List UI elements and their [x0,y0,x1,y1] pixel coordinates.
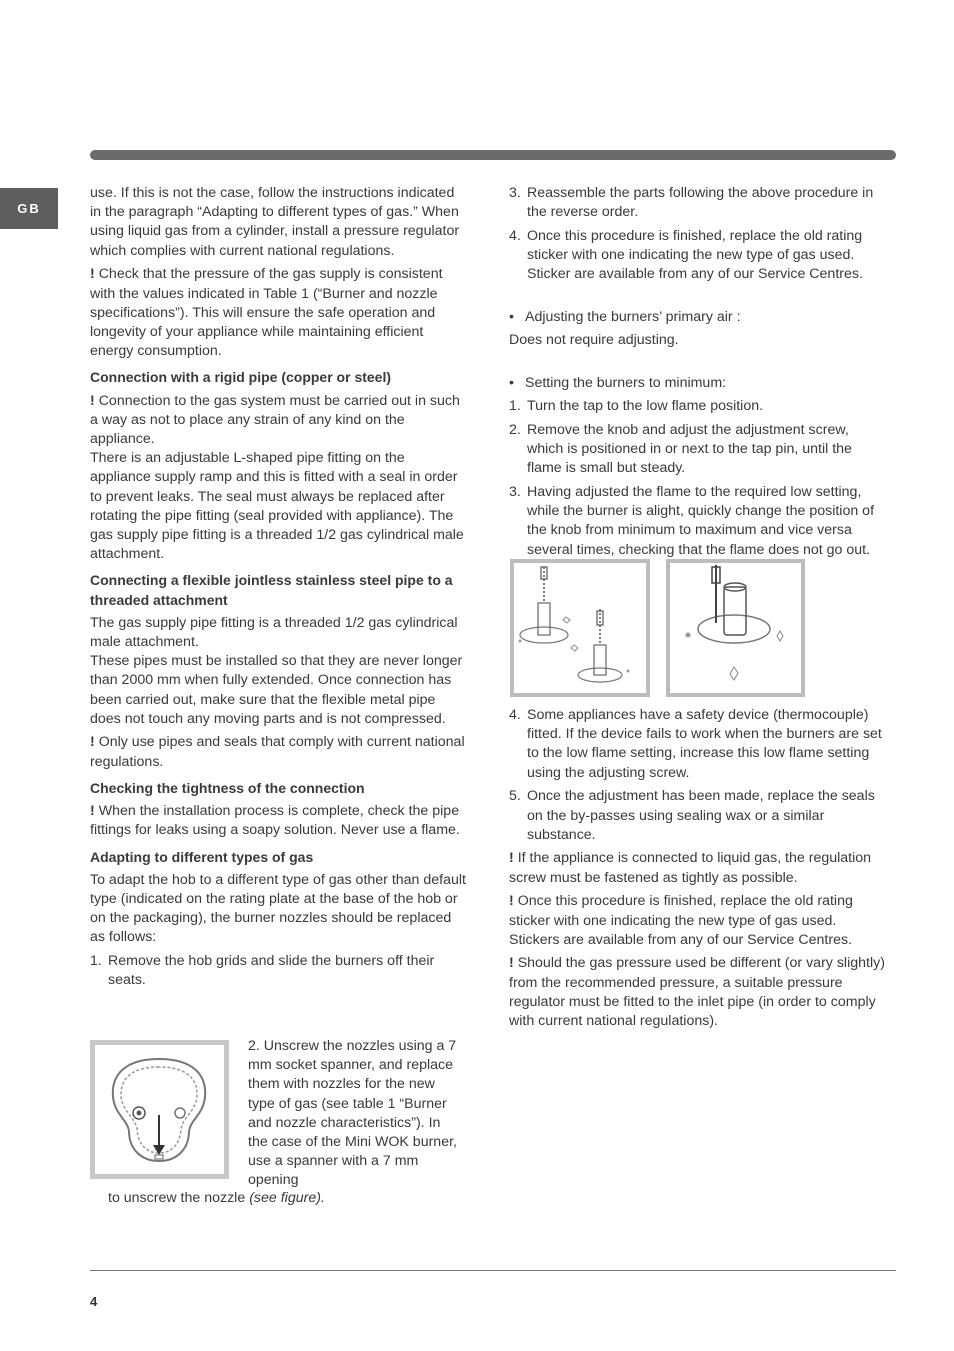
list-number: 1. [90,953,102,970]
paragraph-text: When the installation process is complete, check the pipe fittings for leaks using a soapy solution. Never use a flame. [90,803,460,839]
list-item [509,483,887,560]
screwdriver-burner-icon [514,563,646,693]
paragraph-text: Once this procedure is finished, replace the old rating sticker with one indicating the new type of gas used. Stickers are available from any of our Service Centres. [509,893,853,948]
list-text: Once this procedure is finished, replace the old rating sticker with one indicating the new type of gas used. Sticker are available from any of our Service Centres. [527,227,863,283]
warning-paragraph [509,954,887,1031]
section-heading: Checking the tightness of the connection [90,779,365,796]
paragraph: There is an adjustable L-shaped pipe fitting on the appliance supply ramp and this is fitted with a seal in order to prevent leaks. The seal must always be replaced after rotating the pipe fitting (seal provided with appliance). The gas supply pipe fitting is a threaded 1/2 gas cylindrical male attachment. [90,450,464,563]
list-item [509,421,887,479]
bullet-text: Setting the burners to minimum: [525,374,727,391]
paragraph-text: Only use pipes and seals that comply with current national regulations. [90,734,465,770]
list-item [509,787,887,845]
section-heading: Connecting a flexible jointless stainless steel pipe to a threaded attachment [90,572,453,608]
list-text: Turn the tap to the low flame position. [527,398,764,415]
figure-reference: (see figure). [249,1190,325,1206]
list-text: Remove the knob and adjust the adjustment screw, which is positioned in or next to the tap pin, until the flame is small but steady. [527,421,852,477]
warning-paragraph [90,265,466,361]
warning-paragraph [90,802,466,840]
list-item [509,227,887,285]
warning-paragraph [90,392,466,450]
list-number: 4. [509,707,521,723]
warning-mark: ! [509,850,514,867]
list-item [509,184,887,222]
paragraph-text: Connection to the gas system must be carried out in such a way as not to place any strain of any kind on the appliance. [90,392,460,447]
section-heading: Connection with a rigid pipe (copper or steel) [90,369,392,386]
right-column [509,184,887,564]
language-tab: GB [0,188,58,229]
warning-paragraph [509,849,887,887]
list-item [90,952,466,990]
burner-closeup-figure [666,559,805,697]
list-text: Reassemble the parts following the above procedure in the reverse order. [527,185,874,221]
burner-screw-figure [510,559,650,697]
bullet-item [509,374,887,393]
list-number: 2. [509,421,521,438]
warning-mark: ! [90,266,95,283]
left-column [90,184,466,995]
list-text: Once the adjustment has been made, replace the seals on the by-passes using sealing wax or a similar substance. [527,788,875,843]
wok-burner-figure [90,1040,229,1179]
warning-mark: ! [90,803,95,820]
step-2-tail-text: to unscrew the nozzle [108,1190,246,1206]
warning-mark: ! [509,955,514,972]
list-number: 3. [509,483,521,500]
paragraph-text: Check that the pressure of the gas supply is consistent with the values indicated in Table 1 (“Burner and nozzle specifications”). This will ensure the safe operation and longevity of your appliance while maintaining efficient energy consumption. [90,266,443,360]
list-text: Having adjusted the flame to the required low setting, while the burner is alight, quickly change the position of the knob from minimum to maximum and vice versa several times, checking that the flame does not go out. [527,483,875,558]
warning-mark: ! [509,893,514,910]
list-text: Some appliances have a safety device (thermocouple) fitted. If the device fails to work when the burners are set to the low flame setting, increase this low flame setting using the adjusting screw. [527,707,882,781]
warning-mark: ! [90,392,95,409]
paragraph-text: Should the gas pressure used be different (or vary slightly) from the recommended pressure, a suitable pressure regulator must be fitted to the inlet pipe (in order to comply with current national regulations). [509,955,885,1030]
paragraph: The gas supply pipe fitting is a threaded 1/2 gas cylindrical male attachment. [90,614,458,650]
bullet-mark: • [509,374,514,391]
section-heading: Adapting to different types of gas [90,848,314,865]
wok-burner-icon [95,1045,224,1174]
header-bar [90,150,896,160]
bullet-mark: • [509,309,514,326]
bullet-item [509,308,887,327]
step-2-tail [108,1189,468,1208]
step-2-text: 2. Unscrew the nozzles using a 7 mm socket spanner, and replace them with nozzles for the new type of gas (see table 1 “Burner and nozzle characteristics”). In the case of the Mini WOK burner, use a spanner with a 7 mm opening [248,1038,457,1189]
right-column-lower [509,706,887,1036]
paragraph-text: If the appliance is connected to liquid gas, the regulation screw must be fastened as tightly as possible. [509,850,872,886]
warning-paragraph [509,892,887,950]
page-number: 4 [90,1294,98,1309]
list-number: 4. [509,227,521,244]
warning-mark: ! [90,734,95,751]
list-number: 5. [509,788,521,805]
list-item [509,397,887,416]
bullet-text: Adjusting the burners’ primary air : [525,309,741,326]
list-item [509,706,887,783]
footer-rule [90,1270,896,1271]
burner-closeup-icon [670,563,801,693]
list-text: Remove the hob grids and slide the burners off their seats. [108,953,435,989]
warning-paragraph [90,733,466,771]
list-number: 1. [509,398,521,415]
list-number: 3. [509,185,521,201]
paragraph: These pipes must be installed so that they are never longer than 2000 mm when fully extended. Once connection has been carried out, make sure that the flexible metal pipe does not touch any moving parts and is not compressed. [90,653,463,727]
paragraph: use. If this is not the case, follow the instructions indicated in the paragraph “Adapting to different types of gas.” When using liquid gas from a cylinder, install a pressure regulator which complies with current national regulations. [90,185,460,259]
paragraph: To adapt the hob to a different type of gas other than default type (indicated on the rating plate at the base of the hob or on the packaging), the burner nozzles should be replaced as follows: [90,871,466,946]
paragraph: Does not require adjusting. [509,332,679,349]
